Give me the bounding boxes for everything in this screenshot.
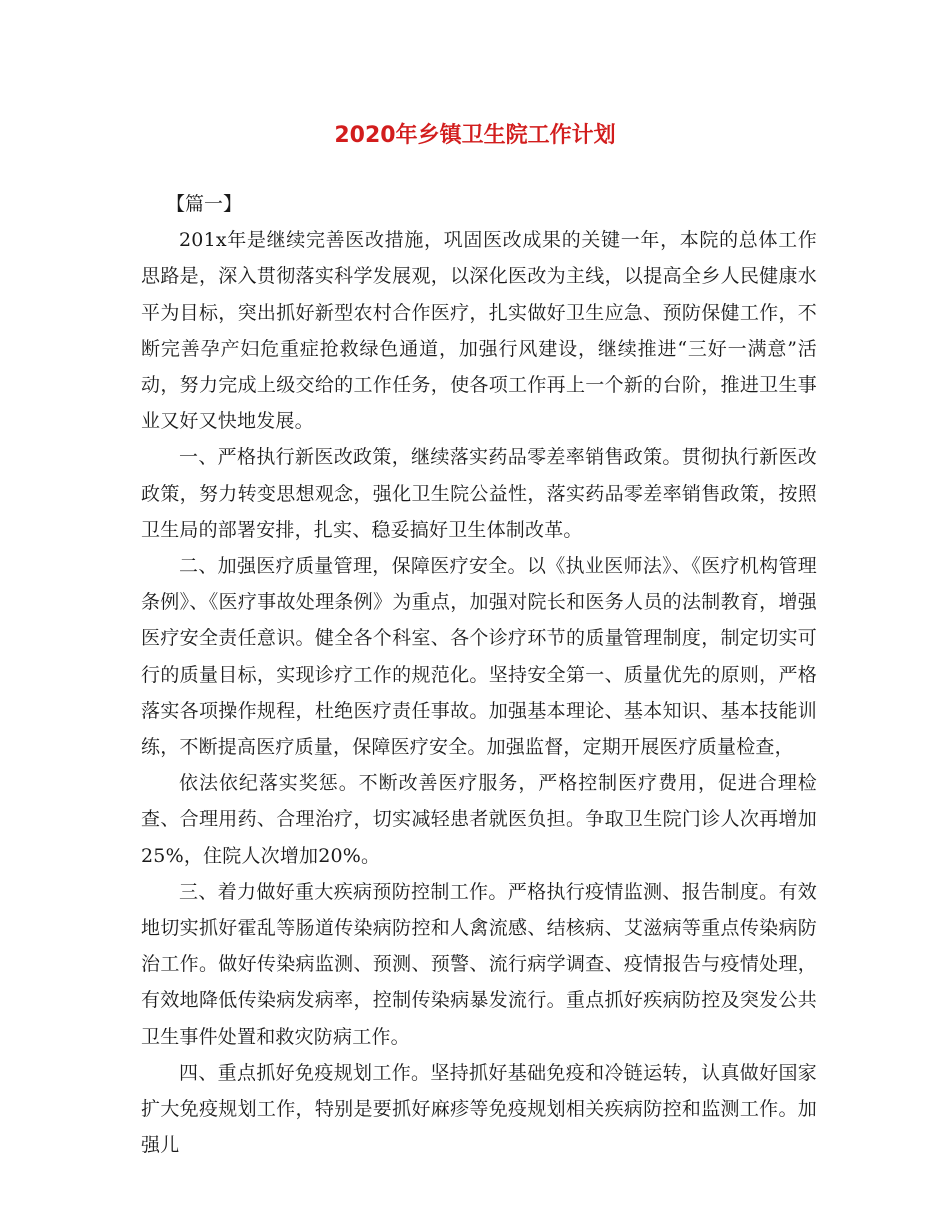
paragraph-3: 三、着力做好重大疾病预防控制工作。严格执行疫情监测、报告制度。有效地切实抓好霍乱等肠道传染病防控和人禽流感、结核病、艾滋病等重点传染病防治工作。做好传染病监测、预测、预警、流行病学调查、疫情报告与疫情处理，有效地降低传染病发病率，控制传染病暴发流行。重点抓好疾病防控及突发公共卫生事件处置和救灾防病工作。 [141,880,817,1048]
paragraph-1: 一、严格执行新医改政策，继续落实药品零差率销售政策。贯彻执行新医改政策，努力转变思想观念，强化卫生院公益性，落实药品零差率销售政策，按照卫生局的部署安排，扎实、稳妥搞好卫生体制改革。 [141,446,817,541]
document-body [141,186,817,1163]
paragraph-4: 四、重点抓好免疫规划工作。坚持抓好基础免疫和冷链运转，认真做好国家扩大免疫规划工作，特别是要抓好麻疹等免疫规划相关疾病防控和监测工作。加强儿 [141,1061,817,1157]
paragraph-2: 二、加强医疗质量管理，保障医疗安全。以《执业医师法》、《医疗机构管理条例》、《医疗事故处理条例》为重点，加强对院长和医务人员的法制教育，增强医疗安全责任意识。健全各个科室、各个诊疗环节的质量管理制度，制定切实可行的质量目标，实现诊疗工作的规范化。坚持安全第一、质量优先的原则，严格落实各项操作规程，杜绝医疗责任事故。加强基本理论、基本知识、基本技能训练，不断提高医疗质量，保障医疗安全。加强监督，定期开展医疗质量检查， [141,555,817,759]
paragraph-intro: 201x年是继续完善医改措施，巩固医改成果的关键一年，本院的总体工作思路是，深入贯彻落实科学发展观，以深化医改为主线，以提高全乡人民健康水平为目标，突出抓好新型农村合作医疗，扎实做好卫生应急、预防保健工作，不断完善孕产妇危重症抢救绿色通道，加强行风建设，继续推进“三好一满意”活动，努力完成上级交给的工作任务，使各项工作再上一个新的台阶，推进卫生事业又好又快地发展。 [141,229,817,433]
section-label: 【篇一】 [166,193,243,215]
document-title: 2020年乡镇卫生院工作计划 [334,123,616,148]
paragraph-2-continued: 依法依纪落实奖惩。不断改善医疗服务，严格控制医疗费用，促进合理检查、合理用药、合理治疗，切实减轻患者就医负担。争取卫生院门诊人次再增加25%，住院人次增加20%。 [141,772,817,867]
